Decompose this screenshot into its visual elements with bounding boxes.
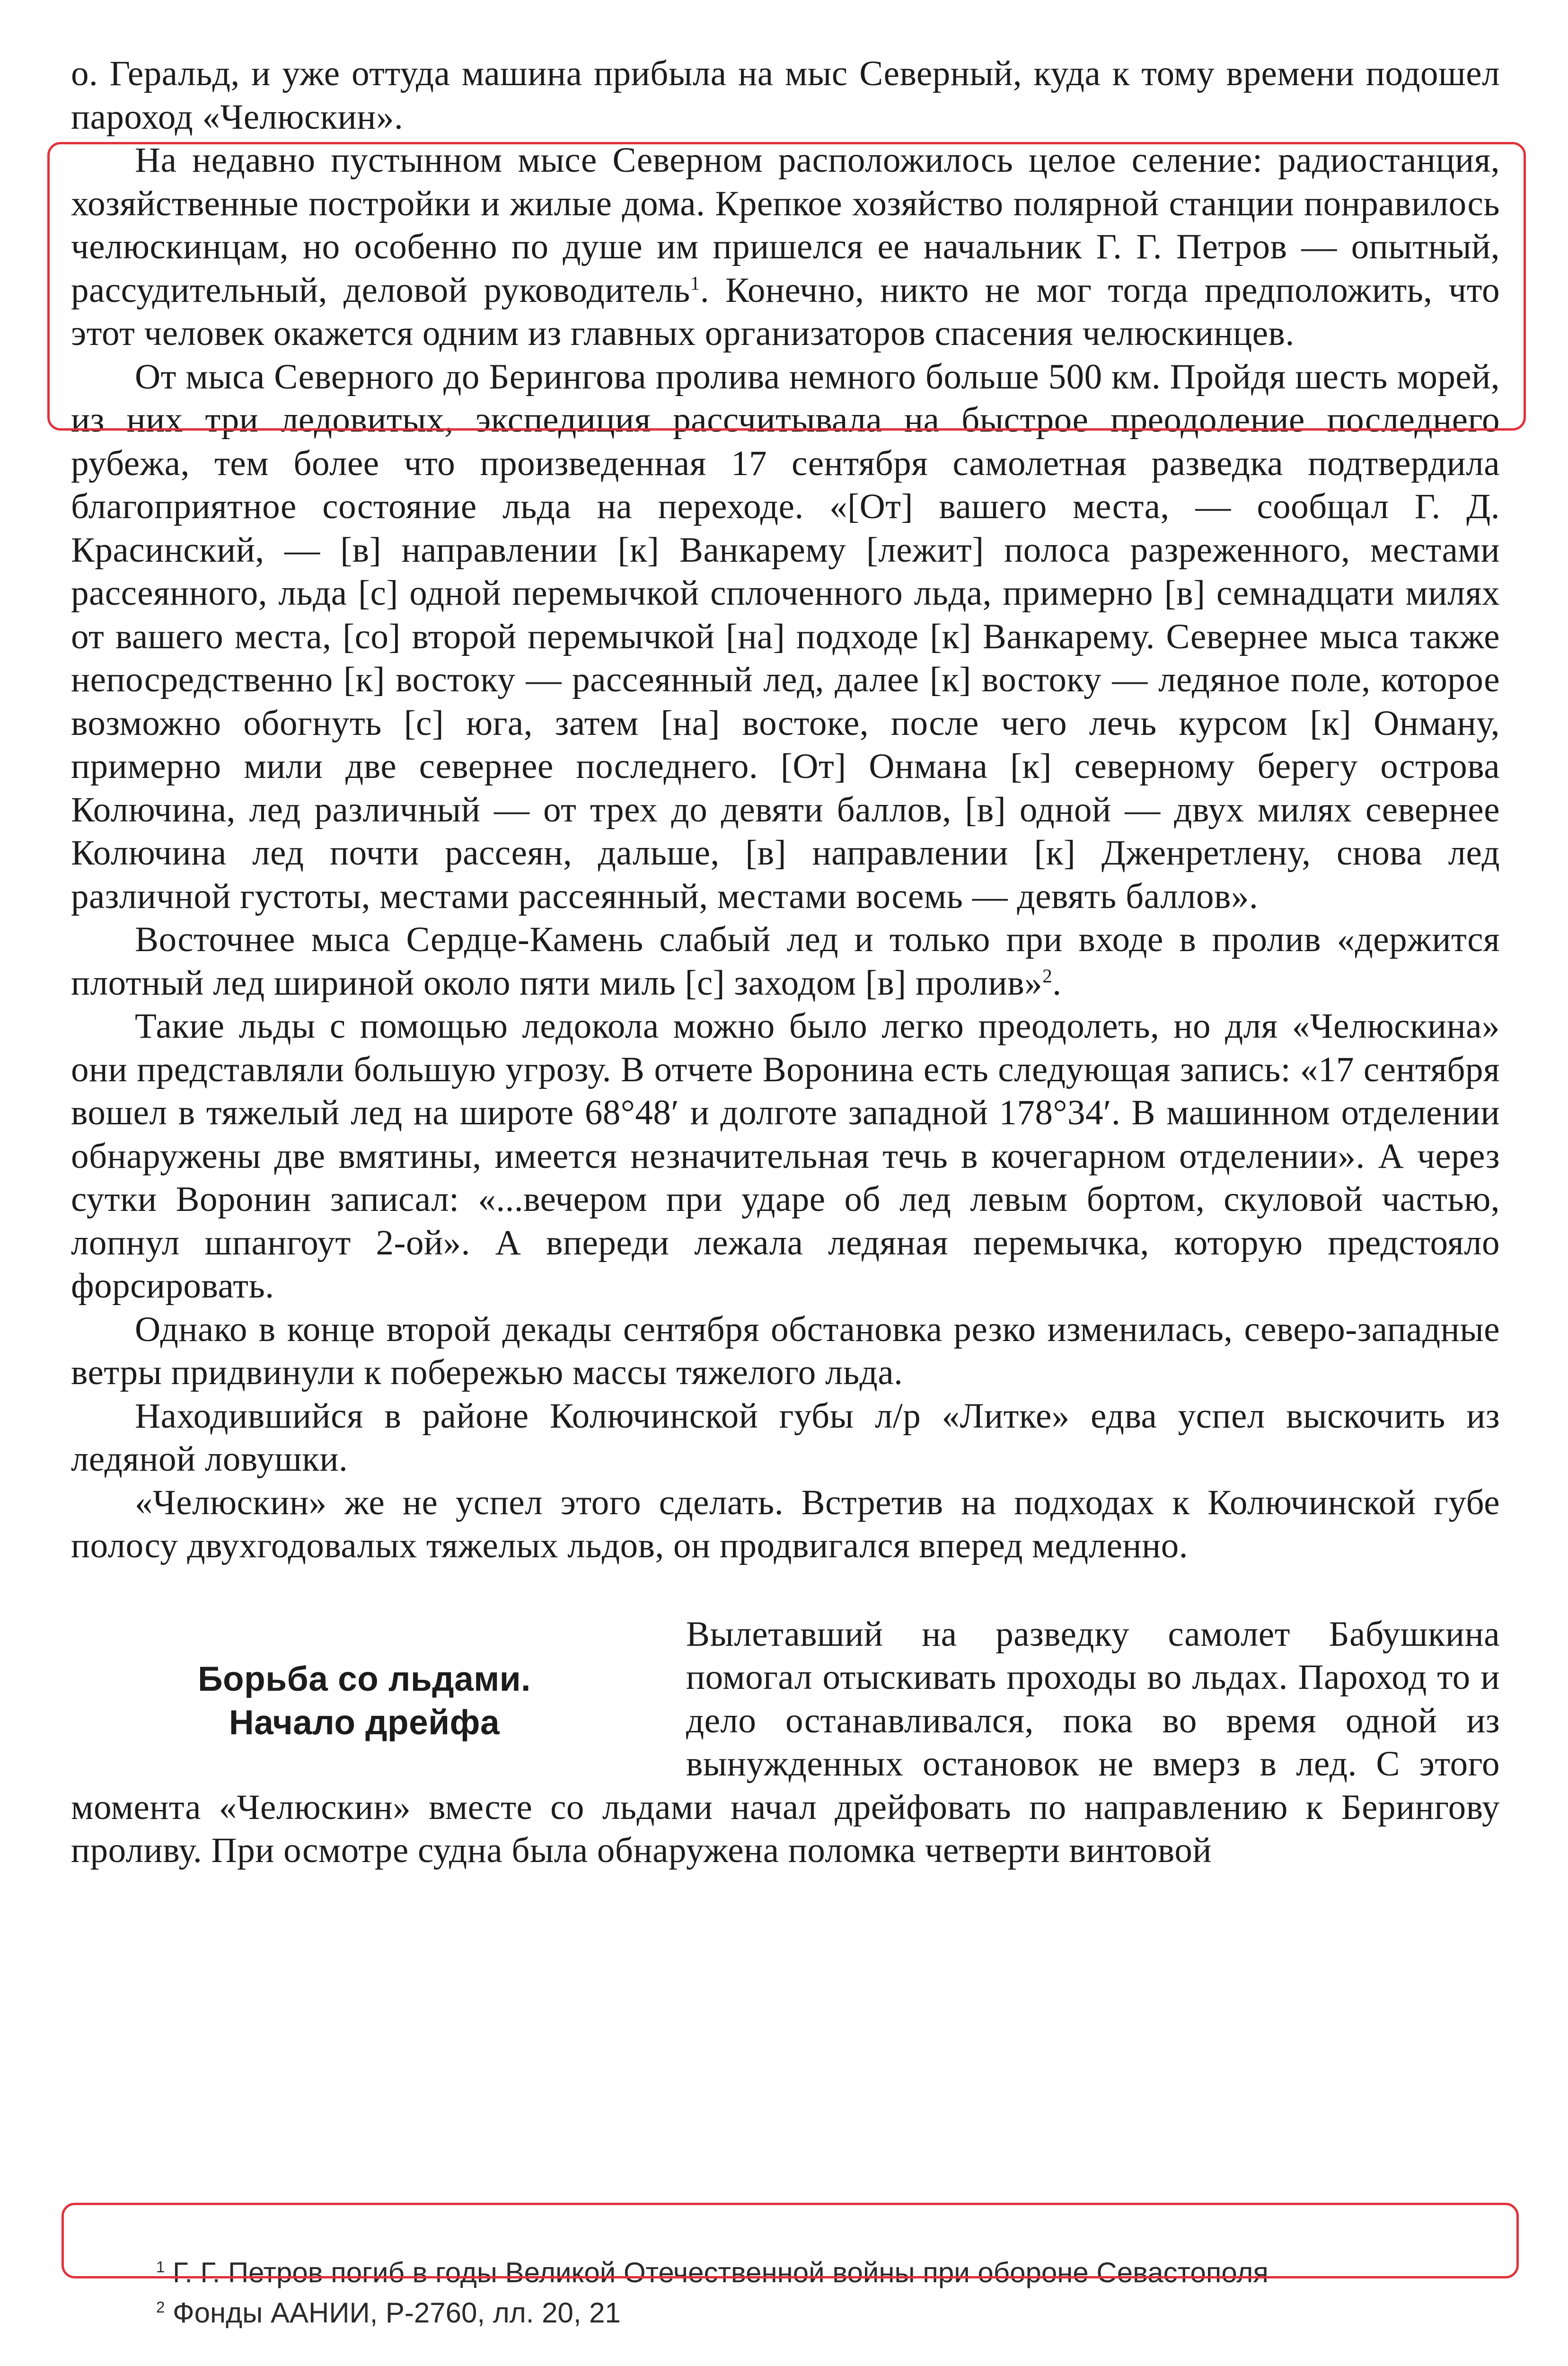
paragraph-3: От мыса Северного до Берингова пролива немного больше 500 км. Пройдя шесть морей, из них три ледовитых, экспедиция рассчитывала на быстрое преодоление последнего рубежа, тем более что произведенная 17 сентября самолетная разведка подтвердила благоприятное состояние льда на переходе. «[От] вашего места, — сообщал Г. Д. Красинский, — [в] направлении [к] Ванкарему [лежит] полоса разреженного, местами рассеянного, льда [с] одной перемычкой сплоченного льда, примерно [в] семнадцати милях от вашего места, [со] второй перемычкой [на] подходе [к] Ванкарему. Севернее мыса также непосредственно [к] востоку — рассеянный лед, далее [к] востоку — ледяное поле, которое возможно обогнуть [с] юга, затем [на] востоке, после чего лечь курсом [к] Онману, примерно мили две севернее последнего. [От] Онмана [к] северному берегу острова Колючина, лед различный — от трех до девяти баллов, [в] одной — двух милях севернее Колючина лед почти рассеян, дальше, [в] направлении [к] Дженретлену, снова лед различной густоты, местами рассеянный, местами восемь — девять баллов». — [71, 357, 1500, 916]
section-heading-line-1: Борьба со льдами. — [198, 1660, 531, 1698]
footnotes — [71, 2252, 1500, 2333]
section-heading-line-2: Начало дрейфа — [229, 1703, 500, 1742]
section-block — [71, 1613, 1500, 1872]
paragraph-7: Находившийся в районе Колючинской губы л/р «Литке» едва успел выскочить из ледяной ловушки. — [71, 1396, 1500, 1479]
footnote-ref-1: 1 — [690, 272, 700, 294]
footnote-2: $^2$ Фонды ААНИИ, Р-2760, лл. 20, 21 — [156, 2297, 621, 2329]
paragraph-1: о. Геральд, и уже оттуда машина прибыла на мыс Северный, куда к тому времени подошел пароход «Челюскин». — [71, 54, 1500, 137]
main-text — [71, 52, 1500, 1872]
footnote-1: $^1$ Г. Г. Петров погиб в годы Великой Отечественной войны при обороне Севастополя — [156, 2257, 1268, 2288]
paragraph-8: «Челюскин» же не успел этого сделать. Встретив на подходах к Колючинской губе полосу двухгодовалых тяжелых льдов, он продвигался вперед медленно. — [71, 1483, 1500, 1565]
section-heading — [71, 1658, 658, 1745]
footnote-mark-1: 1 — [156, 2258, 165, 2276]
paragraph-2: На недавно пустынном мысе Северном расположилось целое селение: радиостанция, хозяйственные постройки и жилые дома. Крепкое хозяйство полярной станции понравилось челюскинцам, но особенно по душе им пришелся ее начальник Г. Г. Петров — опытный, рассудительный, деловой руководитель$^1$. Конечно, никто не мог тогда предположить, что этот человек окажется одним из главных организаторов спасения челюскинцев. — [71, 141, 1500, 353]
paragraph-5: Такие льды с помощью ледокола можно было легко преодолеть, но для «Челюскина» они представляли большую угрозу. В отчете Воронина есть следующая запись: «17 сентября вошел в тяжелый лед на широте 68°48′ и долготе западной 178°34′. В машинном отделении обнаружены две вмятины, имеется незначительная течь в кочегарном отделении». А через сутки Воронин записал: «...вечером при ударе об лед левым бортом, скуловой частью, лопнул шпангоут 2-ой». А впереди лежала ледяная перемычка, которую предстояло форсировать. — [71, 1006, 1500, 1306]
paragraph-6: Однако в конце второй декады сентября обстановка резко изменилась, северо-западные ветры придвинули к побережью массы тяжелого льда. — [71, 1309, 1500, 1392]
section-paragraph: Вылетавший на разведку самолет Бабушкина помогал отыскивать проходы во льдах. Пароход то и дело останавливался, пока во время одной из вынужденных остановок не вмерз в лед. С этого момента «Челюскин» вместе со льдами начал дрейфовать по направлению к Берингову проливу. При осмотре судна была обнаружена поломка четверти винтовой — [71, 1614, 1500, 1870]
footnote-mark-2: 2 — [156, 2298, 165, 2316]
book-page — [71, 52, 1500, 2366]
paragraph-4: Восточнее мыса Сердце-Камень слабый лед и только при входе в пролив «держится плотный лед шириной около пяти миль [с] заходом [в] пролив»$^2$. — [71, 920, 1500, 1003]
footnote-ref-2: 2 — [1042, 964, 1053, 987]
